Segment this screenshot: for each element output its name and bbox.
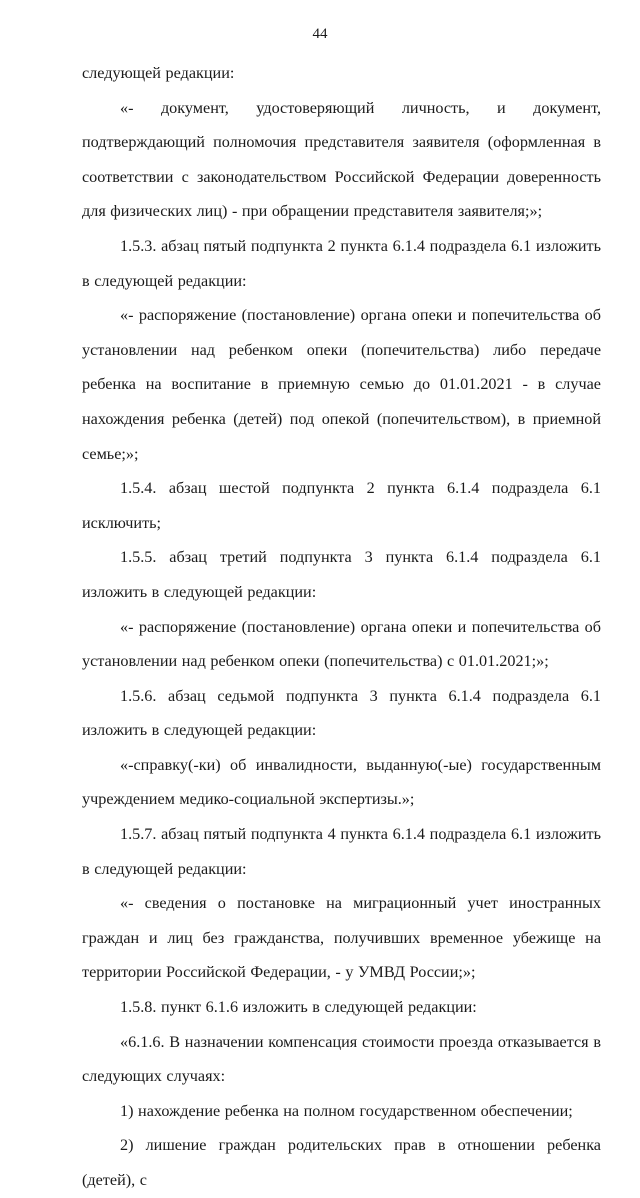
paragraph: 1.5.4. абзац шестой подпункта 2 пункта 6.1.4 подраздела 6.1 исключить; <box>82 479 601 532</box>
paragraph: «6.1.6. В назначении компенсация стоимости проезда отказывается в следующих случаях: <box>82 1032 601 1086</box>
paragraph: 1.5.3. абзац пятый подпункта 2 пункта 6.1.4 подраздела 6.1 изложить в следующей редакции: <box>82 236 601 290</box>
paragraph: следующей редакции: <box>82 64 235 82</box>
page-number: 44 <box>312 26 328 42</box>
paragraph: 1.5.6. абзац седьмой подпункта 3 пункта 6.1.4 подраздела 6.1 изложить в следующей редакции: <box>82 686 601 740</box>
paragraph: 1.5.5. абзац третий подпункта 3 пункта 6.1.4 подраздела 6.1 изложить в следующей редакции: <box>82 548 601 601</box>
paragraph: 1.5.8. пункт 6.1.6 изложить в следующей редакции: <box>120 998 477 1017</box>
paragraph: 2) лишение граждан родительских прав в отношении ребенка (детей), с <box>82 1136 601 1189</box>
paragraph: «-справку(-ки) об инвалидности, выданную(-ые) государственным учреждением медико-социальной экспертизы.»; <box>82 755 601 809</box>
paragraph: «- документ, удостоверяющий личность, и документ, подтверждающий полномочия представителя заявителя (оформленная в соответствии с законодательством Российской Федерации доверенность для физических лиц) - при обращении представителя заявителя;»; <box>82 98 601 221</box>
paragraph: 1) нахождение ребенка на полном государственном обеспечении; <box>120 1101 573 1120</box>
paragraph: 1.5.7. абзац пятый подпункта 4 пункта 6.1.4 подраздела 6.1 изложить в следующей редакции: <box>82 825 601 878</box>
paragraph: «- распоряжение (постановление) органа опеки и попечительства об установлении над ребенком опеки (попечительства) либо передаче ребенка на воспитание в приемную семью до 01.01.2021 - в случае нахождения ребенка (детей) под опекой (попечительством), в приемной семье;»; <box>82 306 601 463</box>
paragraph: «- сведения о постановке на миграционный учет иностранных граждан и лиц без гражданства, получивших временное убежище на территории Российской Федерации, - у УМВД России;»; <box>82 894 601 982</box>
paragraph: «- распоряжение (постановление) органа опеки и попечительства об установлении над ребенком опеки (попечительства) с 01.01.2021;»; <box>82 617 601 671</box>
document-body <box>82 56 601 1198</box>
